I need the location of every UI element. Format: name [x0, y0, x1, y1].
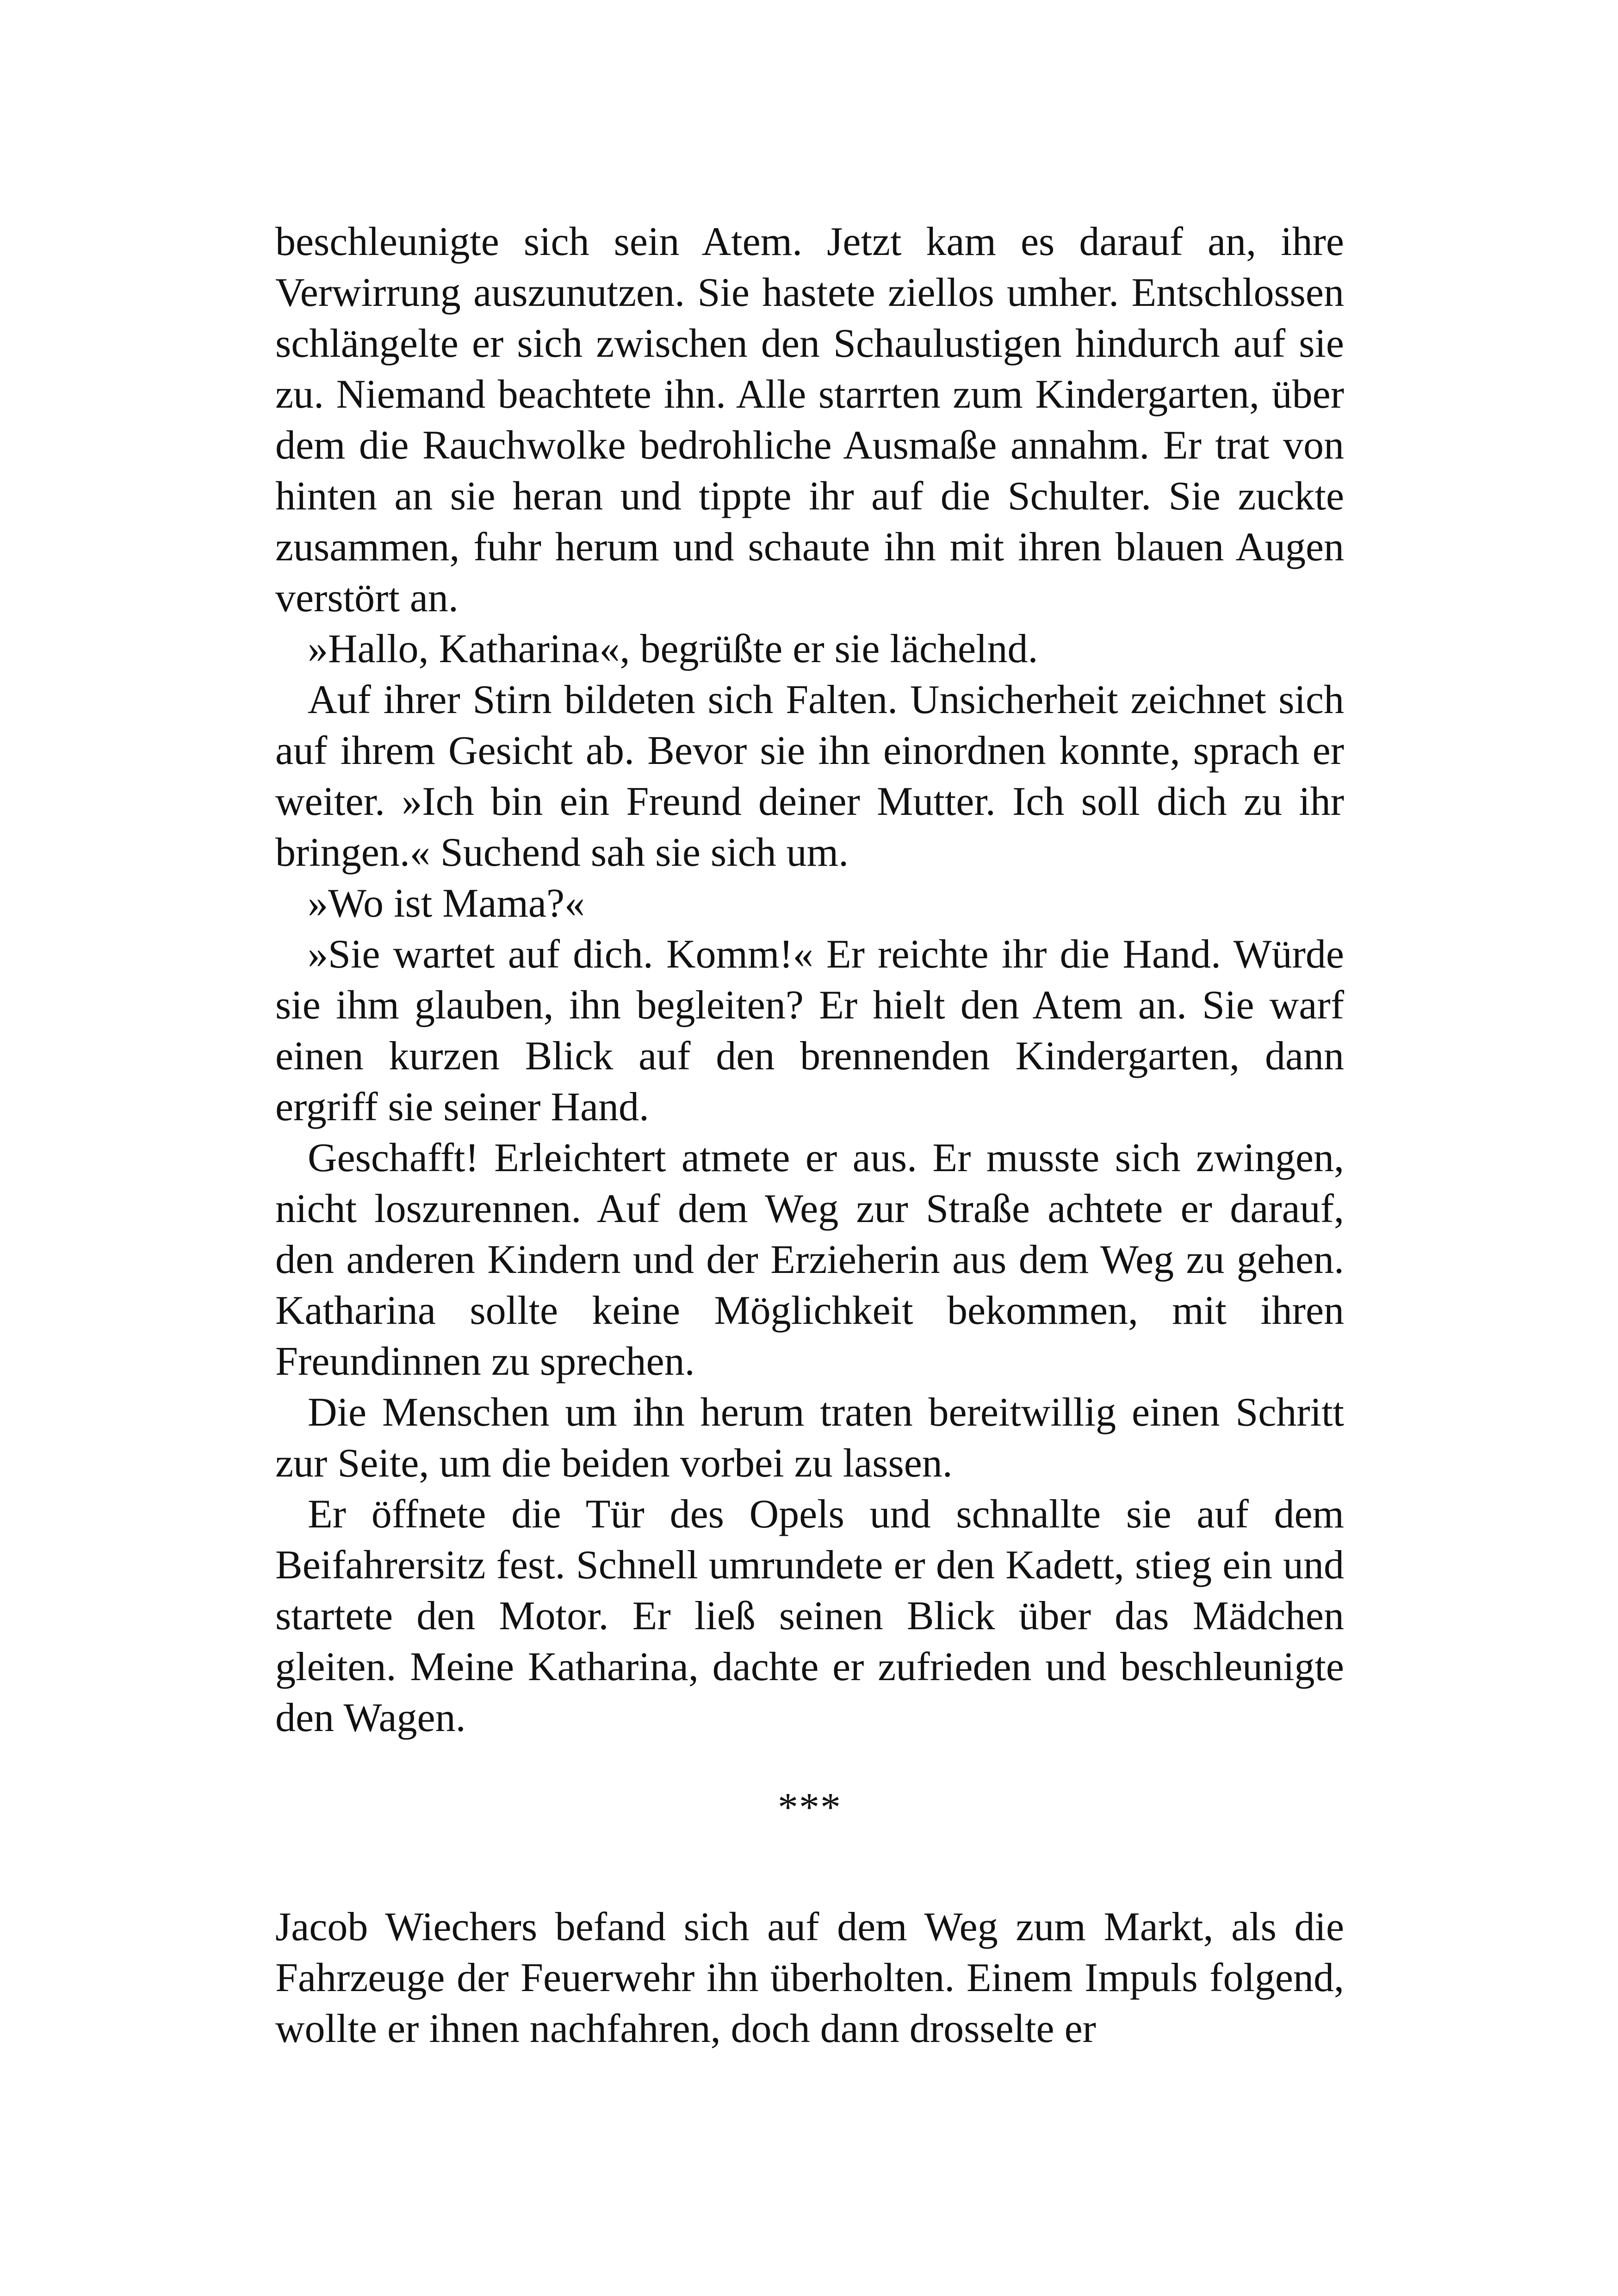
paragraph: Jacob Wiechers befand sich auf dem Weg zum Markt, als die Fahrzeuge der Feuerwehr ihn überholten. Einem Impuls folgend, wollte er ihnen nachfahren, doch dann drosselte er	[275, 1905, 1344, 2051]
paragraph: »Wo ist Mama?«	[308, 881, 585, 926]
section-separator: ***	[778, 1785, 842, 1830]
paragraph: Die Menschen um ihn herum traten bereitwillig einen Schritt zur Seite, um die beiden vorbei zu lassen.	[275, 1390, 1344, 1486]
text-body	[275, 217, 1344, 2054]
paragraph: Auf ihrer Stirn bildeten sich Falten. Unsicherheit zeichnet sich auf ihrem Gesicht ab. Bevor sie ihn einordnen konnte, sprach er weiter. »Ich bin ein Freund deiner Mutter. Ich soll dich zu ihr bringen.« Suchend sah sie sich um.	[275, 677, 1344, 875]
paragraph: »Hallo, Katharina«, begrüßte er sie lächelnd.	[308, 627, 1038, 671]
paragraph: Geschafft! Erleichtert atmete er aus. Er musste sich zwingen, nicht loszurennen. Auf dem Weg zur Straße achtete er darauf, den anderen Kindern und der Erzieherin aus dem Weg zu gehen. Katharina sollte keine Möglichkeit bekommen, mit ihren Freundinnen zu sprechen.	[275, 1136, 1344, 1384]
paragraph: Er öffnete die Tür des Opels und schnallte sie auf dem Beifahrersitz fest. Schnell umrundete er den Kadett, stieg ein und startete den Motor. Er ließ seinen Blick über das Mädchen gleiten. Meine Katharina, dachte er zufrieden und beschleunigte den Wagen.	[275, 1492, 1344, 1740]
paragraph: »Sie wartet auf dich. Komm!« Er reichte ihr die Hand. Würde sie ihm glauben, ihn begleiten? Er hielt den Atem an. Sie warf einen kurzen Blick auf den brennenden Kindergarten, dann ergriff sie seiner Hand.	[275, 932, 1344, 1129]
paragraph: beschleunigte sich sein Atem. Jetzt kam es darauf an, ihre Verwirrung auszunutzen. Sie hastete ziellos umher. Entschlossen schlängelte er sich zwischen den Schaulustigen hindurch auf sie zu. Niemand beachtete ihn. Alle starrten zum Kindergarten, über dem die Rauchwolke bedrohliche Ausmaße annahm. Er trat von hinten an sie heran und tippte ihr auf die Schulter. Sie zuckte zusammen, fuhr herum und schaute ihn mit ihren blauen Augen verstört an.	[275, 219, 1344, 621]
